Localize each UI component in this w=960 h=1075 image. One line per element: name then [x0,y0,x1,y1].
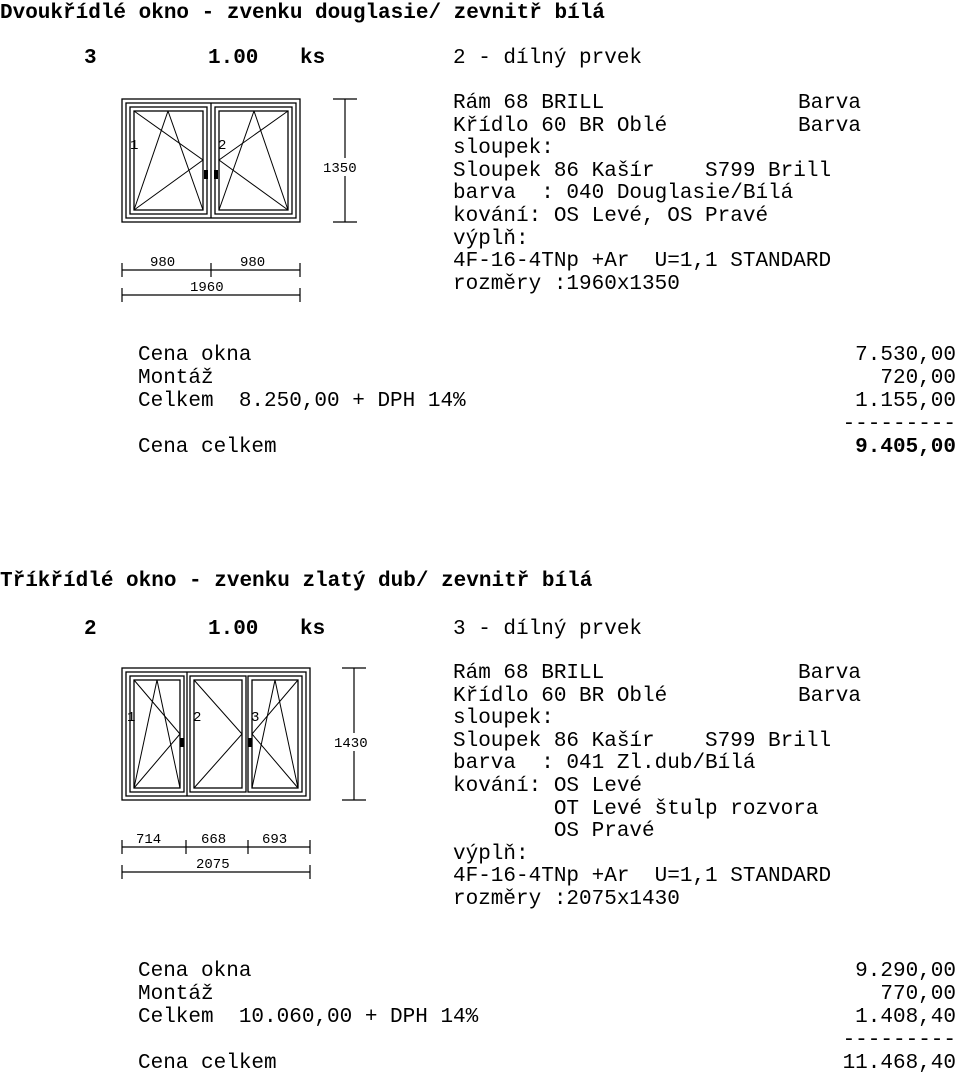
item-2-element-type: 3 - dílný prvek [453,618,643,641]
window-price-value: 9.290,00 [855,960,956,983]
spec-color: Barva [797,114,861,138]
spec-line: výplň: [453,842,529,866]
grand-total-label: Cena celkem [138,1052,277,1075]
spec-line: OT Levé štulp rozvora [453,797,819,821]
spec-line: barva : 041 Zl.dub/Bílá [453,752,756,776]
spec-line: 4F-16-4TNp +Ar U=1,1 STANDARD [453,865,832,889]
spec-line: Rám 68 BRILL [453,662,605,685]
item-2-unit: ks [300,618,326,641]
spec-line: 4F-16-4TNp +Ar U=1,1 STANDARD [453,250,832,274]
item-1-amount: 1.00 [208,47,259,70]
spec-line: sloupek: [453,137,554,161]
grand-total-value: 11.468,40 [842,1052,956,1075]
spec-line: Rám 68 BRILL [453,92,605,115]
spec-line: Sloupek 86 Kašír S799 Brill [453,729,832,753]
installation-value: 720,00 [880,367,956,390]
spec-line: rozměry :1960x1350 [453,272,680,296]
item-2-width-total: 2075 [196,857,230,873]
spec-line: Sloupek 86 Kašír S799 Brill [453,159,832,183]
item-1-element-type: 2 - dílný prvek [453,47,643,70]
item-2-title: Tříkřídlé okno - zvenku zlatý dub/ zevnitř bílá [0,570,593,593]
item-1-width-part-1: 980 [150,255,176,271]
item-2-sash-number-3: 3 [251,710,260,726]
installation-label: Montáž [138,367,214,390]
item-2-window-drawing [0,660,400,885]
spec-color: Barva [797,92,861,115]
window-price-value: 7.530,00 [855,344,956,367]
item-1-window-drawing [0,92,400,307]
item-1-sash-number-2: 2 [218,138,227,154]
item-2-handles [180,738,252,747]
sum-separator: --------- [842,413,956,436]
total-vat-label: Celkem 8.250,00 + DPH 14% [138,390,466,413]
item-2-opening-marks [134,680,298,788]
item-1-price-summary [138,344,958,459]
item-1-width-part-2: 980 [240,255,266,271]
spec-line: Křídlo 60 BR Oblé [453,114,668,138]
item-2-sash-number-2: 2 [193,710,202,726]
item-2-price-summary [138,960,958,1075]
installation-label: Montáž [138,983,214,1006]
item-2-amount: 1.00 [208,618,259,641]
spec-color: Barva [797,684,861,708]
spec-line: kování: OS Levé [453,774,643,798]
spec-line: kování: OS Levé, OS Pravé [453,204,769,228]
spec-line: barva : 040 Douglasie/Bílá [453,182,794,206]
item-2-height-dimension: 1430 [334,736,368,752]
spec-line: výplň: [453,227,529,251]
vat-value: 1.408,40 [855,1006,956,1029]
item-1-height-dimension: 1350 [323,161,357,177]
spec-line: rozměry :2075x1430 [453,887,680,911]
sum-separator: --------- [842,1029,956,1052]
spec-line: Křídlo 60 BR Oblé [453,684,668,708]
item-2-sash-number-1: 1 [127,710,136,726]
grand-total-label: Cena celkem [138,436,277,459]
total-vat-label: Celkem 10.060,00 + DPH 14% [138,1006,479,1029]
item-2-quantity: 2 [84,618,97,641]
spec-line: sloupek: [453,707,554,731]
item-1-unit: ks [300,47,326,70]
item-2-specification [453,663,873,912]
item-2-width-part-1: 714 [136,832,162,848]
window-price-label: Cena okna [138,344,252,367]
item-2-window-frame [122,668,310,800]
grand-total-value: 9.405,00 [855,436,956,459]
item-1-quantity: 3 [84,47,97,70]
item-1-window-frame [122,99,300,222]
item-2-width-part-2: 668 [201,832,227,848]
item-2-width-part-3: 693 [262,832,288,848]
vat-value: 1.155,00 [855,390,956,413]
installation-value: 770,00 [880,983,956,1006]
item-1-title: Dvoukřídlé okno - zvenku douglasie/ zevnitř bílá [0,2,605,25]
item-1-specification [453,93,873,296]
item-1-width-total: 1960 [190,280,224,296]
item-1-sash-number-1: 1 [130,138,139,154]
spec-line: OS Pravé [453,820,655,844]
spec-color: Barva [797,662,861,685]
window-price-label: Cena okna [138,960,252,983]
